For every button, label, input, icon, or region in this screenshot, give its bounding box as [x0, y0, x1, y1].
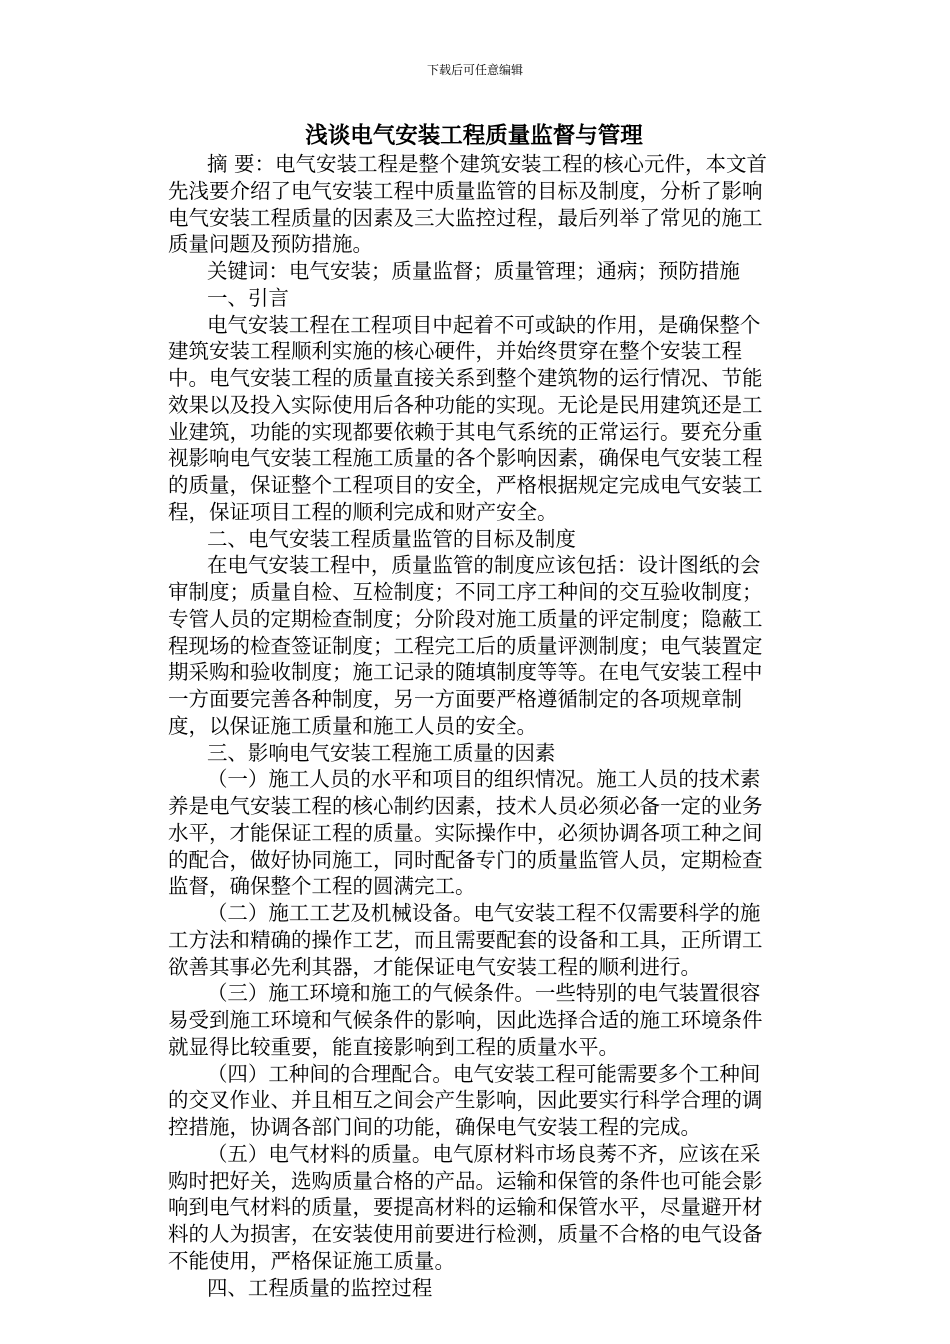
factor-paragraph-5: （五）电气材料的质量。电气原材料市场良莠不齐，应该在采购时把好关，选购质量合格的产品。运输和保管的条件也可能会影响到电气材料的质量，要提高材料的运输和保管水平，尽量避开材料的人为损害，在安装使用前要进行检测，质量不合格的电气设备不能使用，严格保证施工质量。: [168, 1141, 763, 1273]
factor-paragraph-3: （三）施工环境和施工的气候条件。一些特别的电气装置很容易受到施工环境和气候条件的影响，因此选择合适的施工环境条件就显得比较重要，能直接影响到工程的质量水平。: [168, 981, 763, 1059]
introduction-paragraph: 电气安装工程在工程项目中起着不可或缺的作用，是确保整个建筑安装工程顺利实施的核心硬件，并始终贯穿在整个安装工程中。电气安装工程的质量直接关系到整个建筑物的运行情况、节能效果以及投入实际使用后各种功能的实现。无论是民用建筑还是工业建筑，功能的实现都要依赖于其电气系统的正常运行。要充分重视影响电气安装工程施工质量的各个影响因素，确保电气安装工程的质量，保证整个工程项目的安全，严格根据规定完成电气安装工程，保证项目工程的顺利完成和财产安全。: [168, 312, 763, 524]
factor-paragraph-2: （二）施工工艺及机械设备。电气安装工程不仅需要科学的施工方法和精确的操作工艺，而且需要配套的设备和工具，正所谓工欲善其事必先利其器，才能保证电气安装工程的顺利进行。: [168, 901, 763, 979]
page-header-note: 下载后可任意编辑: [426, 63, 523, 77]
factor-paragraph-4: （四）工种间的合理配合。电气安装工程可能需要多个工种间的交叉作业、并且相互之间会产生影响，因此要实行科学合理的调控措施，协调各部门间的功能，确保电气安装工程的完成。: [168, 1061, 763, 1139]
document-body: [168, 121, 780, 1301]
goals-paragraph: 在电气安装工程中，质量监管的制度应该包括：设计图纸的会审制度；质量自检、互检制度；不同工序工种间的交互验收制度；专管人员的定期检查制度；分阶段对施工质量的评定制度；隐蔽工程现场的检查签证制度；工程完工后的质量评测制度；电气装置定期采购和验收制度；施工记录的随填制度等等。在电气安装工程中一方面要完善各种制度，另一方面要严格遵循制定的各项规章制度，以保证施工质量和施工人员的安全。: [168, 553, 763, 738]
section-heading-introduction: 一、引言: [206, 285, 289, 310]
abstract-paragraph: 摘 要：电气安装工程是整个建筑安装工程的核心元件，本文首先浅要介绍了电气安装工程中质量监管的目标及制度，分析了影响电气安装工程质量的因素及三大监控过程，最后列举了常见的施工质量问题及预防措施。: [168, 152, 767, 257]
keywords-paragraph: 关键词：电气安装；质量监督；质量管理；通病；预防措施: [206, 259, 740, 283]
section-heading-monitoring: 四、工程质量的监控过程: [206, 1275, 433, 1300]
document-title: 浅谈电气安装工程质量监督与管理: [305, 123, 643, 149]
section-heading-factors: 三、影响电气安装工程施工质量的因素: [206, 740, 556, 765]
section-heading-goals: 二、电气安装工程质量监管的目标及制度: [206, 526, 576, 551]
factor-paragraph-1: （一）施工人员的水平和项目的组织情况。施工人员的技术素养是电气安装工程的核心制约因素，技术人员必须必备一定的业务水平，才能保证工程的质量。实际操作中，必须协调各项工种之间的配合，做好协同施工，同时配备专门的质量监管人员，定期检查监督，确保整个工程的圆满完工。: [168, 767, 763, 899]
